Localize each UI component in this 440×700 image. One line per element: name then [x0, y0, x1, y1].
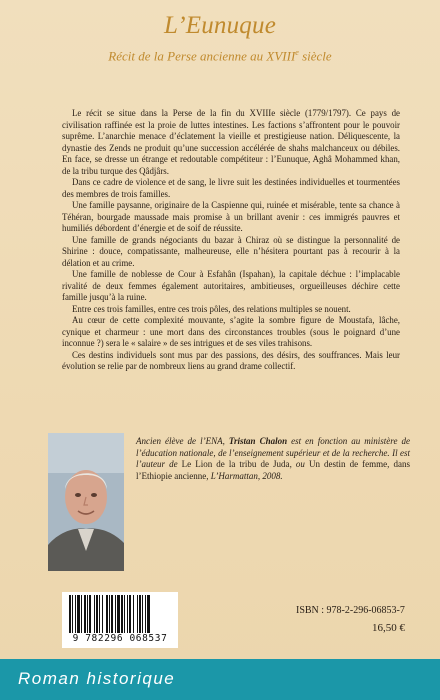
barcode-bar — [145, 595, 146, 633]
barcode-bar — [137, 595, 138, 633]
barcode-bar — [139, 595, 141, 633]
barcode-bar — [142, 595, 143, 633]
author-book-title: Le Lion de la tribu de Juda — [181, 459, 290, 470]
barcode-bar — [127, 595, 128, 633]
book-title: L’Eunuque — [164, 12, 276, 39]
barcode-bar — [87, 595, 88, 633]
blurb-paragraph: Au cœur de cette complexité mouvante, s’agite la sombre figure de Moustafa, lâche, cynique et charmeur : une mort dans des circonstances troubles (sous le poignard d’une inconnue ?) sera le « salaire » de ses intrigues et de ses viles trahisons. — [62, 315, 400, 348]
barcode-bar — [72, 595, 73, 633]
barcode-bar — [121, 595, 123, 633]
blurb-paragraph: Entre ces trois familles, entre ces trois pôles, des relations multiples se nouent. — [72, 303, 351, 314]
blurb-paragraph: Dans ce cadre de violence et de sang, le livre suit les destinées individuelles et tourmentées des membres de trois familles. — [62, 177, 400, 199]
barcode-icon — [68, 595, 172, 633]
blurb-paragraph: Une famille de grands négociants du bazar à Chiraz où se distingue la personnalité de Shirine : douce, compatissante, malheureuse, elle n’hésitera pourtant pas à recourir à la délation et au crime. — [62, 234, 400, 268]
barcode-bar — [115, 595, 116, 633]
blurb-paragraph: Une famille de noblesse de Cour à Esfahân (Ispahan), la capitale déchue : l’implacable rivalité de deux femmes également autoritaires, ambitieuses, orgueilleuses déchire cette famille jusqu’à la ruine. — [62, 269, 400, 302]
barcode-bar — [102, 595, 103, 633]
author-portrait-icon — [48, 433, 124, 571]
barcode-bar — [75, 595, 76, 633]
barcode-bar — [133, 595, 134, 633]
author-publisher: L’Harmattan, 2008. — [210, 470, 283, 481]
price: 16,50 € — [372, 622, 405, 634]
barcode-bar — [117, 595, 120, 633]
author-bio-text: , ou — [289, 459, 309, 470]
barcode — [62, 592, 178, 648]
barcode-bar — [106, 595, 108, 633]
subtitle-main: Récit de la Perse ancienne au XVIII — [108, 48, 296, 64]
barcode-bar — [99, 595, 100, 633]
author-name: Tristan Chalon — [228, 436, 288, 446]
blurb-paragraph: Le récit se situe dans la Perse de la fin du XVIIIe siècle (1779/1797). Ce pays de civilisation raffinée est la proie de luttes intestines. Les factions s’affrontent pour le pouvoir suprême. L’anarchie menace d’éclatement la vieille et prestigieuse nation. Déliquescente, la dynastie des Zends ne produit qu’une succession accélérée de shahs malchanceux ou débiles. En face, se dresse un étrange et redoutable compétiteur : l’Eunuque, Aghâ Mohammed khan, de la tribu turque des Qâdjârs. — [62, 108, 400, 176]
subtitle-end: siècle — [298, 48, 332, 64]
author-bio-text: est en fonction au ministère de l’éducation nationale, de l’enseignement supérieur et de la recherche. Il est l’auteur de — [136, 436, 410, 470]
barcode-bar — [96, 595, 98, 633]
blurb-text — [62, 108, 400, 373]
barcode-bar — [111, 595, 113, 633]
blurb-paragraph: Ces destins individuels sont mus par des passions, des désirs, des souffrances. Mais leur évolution se relie par de nombreux liens au grand drame collectif. — [62, 349, 400, 371]
author-photo — [48, 433, 124, 571]
barcode-digits: 9 782296 068537 — [72, 633, 168, 644]
barcode-bar — [147, 595, 150, 633]
blurb-paragraph: Une famille paysanne, originaire de la Caspienne qui, ruinée et misérable, tente sa chance à Téhéran, bourgade maussade mais promise à un brillant avenir : ces immigrés pauvres et humiliés débordent d’énergie et de soif de réussite. — [62, 200, 400, 233]
barcode-bar — [124, 595, 125, 633]
barcode-bar — [84, 595, 86, 633]
author-book-title: Un destin de femme — [308, 459, 388, 470]
isbn: ISBN : 978-2-296-06853-7 — [296, 605, 405, 616]
barcode-bar — [69, 595, 71, 633]
barcode-bar — [94, 595, 95, 633]
book-subtitle — [0, 48, 440, 64]
barcode-bar — [129, 595, 131, 633]
barcode-bar — [89, 595, 91, 633]
barcode-bar — [81, 595, 82, 633]
author-bio-text: , dans l’Ethiopie ancienne, — [136, 459, 410, 481]
subtitle-superscript: e — [295, 48, 299, 57]
collection-name: Roman historique — [18, 669, 176, 688]
barcode-bar — [77, 595, 80, 633]
barcode-bar — [109, 595, 110, 633]
author-bio — [136, 436, 410, 482]
author-bio-text: Ancien élève de l’ENA, — [136, 436, 229, 446]
